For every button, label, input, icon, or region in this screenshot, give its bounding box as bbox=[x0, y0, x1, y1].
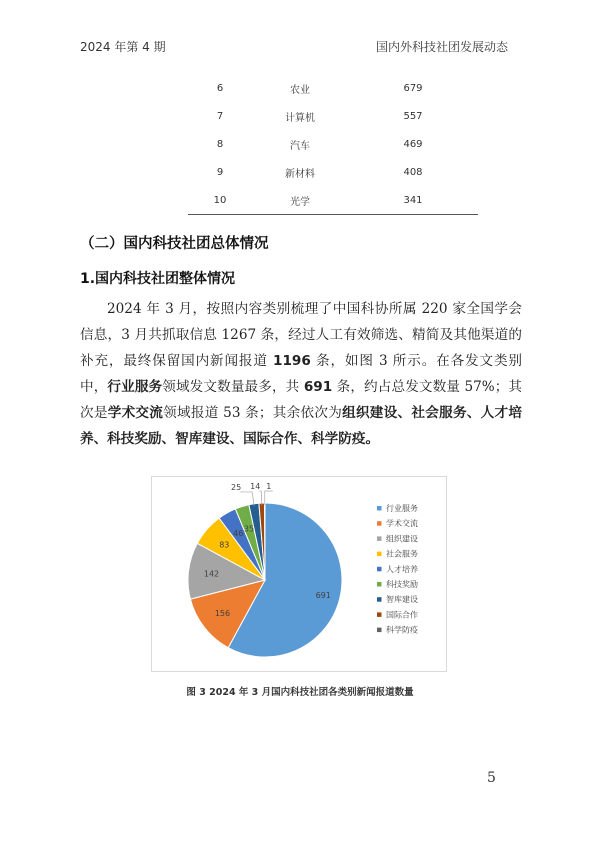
row-field: 农业 bbox=[290, 84, 310, 96]
legend-swatch bbox=[377, 506, 382, 511]
legend-label: 国际合作 bbox=[386, 610, 418, 620]
row-count: 408 bbox=[403, 166, 423, 178]
legend-item bbox=[377, 564, 418, 574]
row-count: 679 bbox=[403, 82, 423, 94]
legend-label: 人才培养 bbox=[386, 564, 418, 574]
para-rest-categories: 组织建设、社会服务、人才培养、科技奖励、智库建设、国际合作、科学防疫。 bbox=[80, 405, 522, 447]
para-total-count: 1196 bbox=[273, 353, 311, 369]
legend-label: 学术交流 bbox=[386, 519, 418, 529]
table-row bbox=[188, 74, 478, 102]
legend-item bbox=[377, 609, 418, 619]
body-paragraph bbox=[80, 296, 522, 452]
pie-data-label: 35 bbox=[243, 524, 255, 534]
para-top-count: 691 bbox=[303, 379, 333, 395]
pie-data-label: 1 bbox=[266, 482, 272, 492]
para-text-5: 领域报道 53 条；其余依次为 bbox=[163, 405, 343, 421]
figure-caption: 图 3 2024 年 3 月国内科技社团各类别新闻报道数量 bbox=[186, 687, 414, 698]
legend-item bbox=[377, 579, 418, 589]
para-top-category: 行业服务 bbox=[107, 379, 163, 395]
pie-data-label: 691 bbox=[315, 590, 331, 600]
row-field: 光学 bbox=[252, 186, 348, 215]
para-text-3: 领域发文数量最多，共 bbox=[162, 379, 304, 395]
row-field: 汽车 bbox=[290, 140, 310, 152]
para-second-category: 学术交流 bbox=[107, 405, 164, 421]
legend-item bbox=[377, 549, 418, 559]
row-count: 341 bbox=[348, 186, 478, 215]
row-count: 469 bbox=[403, 138, 423, 150]
legend-item bbox=[377, 503, 418, 513]
legend-label: 行业服务 bbox=[386, 504, 418, 513]
publication-title: 国内外科技社团发展动态 bbox=[375, 40, 508, 54]
legend-item bbox=[377, 533, 418, 543]
pie-data-label: 14 bbox=[250, 482, 261, 492]
legend-swatch bbox=[377, 628, 382, 633]
para-text-1: 2024 年 3 月，按照内容类别梳理了中国科协所属 220 家全国学会信息，3 月共抓取信息 1267 条，经过人工有效筛选、精简及其他渠道的补充，最终保留国内新闻报道 bbox=[80, 301, 522, 369]
pie-data-label: 46 bbox=[233, 529, 244, 539]
page-header bbox=[80, 38, 508, 55]
legend-label: 科技奖励 bbox=[386, 580, 418, 589]
legend-swatch bbox=[377, 521, 382, 526]
row-count: 557 bbox=[403, 110, 423, 122]
table-row bbox=[188, 130, 478, 158]
row-field: 计算机 bbox=[285, 112, 315, 124]
legend-label: 社会服务 bbox=[386, 549, 418, 559]
legend-item bbox=[377, 594, 418, 604]
para-text-4: 条，约占总发文数量 57%；其次是 bbox=[80, 379, 522, 421]
legend-item bbox=[377, 518, 418, 528]
legend-swatch bbox=[377, 582, 382, 587]
legend-swatch bbox=[377, 597, 382, 602]
table-row bbox=[188, 186, 478, 215]
section-title: （二）国内科技社团总体情况 bbox=[80, 236, 269, 252]
legend-swatch bbox=[377, 567, 382, 572]
legend-item bbox=[377, 625, 418, 635]
pie-data-label: 156 bbox=[214, 609, 231, 619]
row-index: 8 bbox=[216, 138, 224, 150]
legend-label: 智库建设 bbox=[386, 595, 418, 605]
row-field: 新材料 bbox=[285, 168, 315, 180]
table-row bbox=[188, 102, 478, 130]
pie-chart-svg bbox=[152, 477, 446, 671]
table-row bbox=[188, 158, 478, 186]
legend-label: 科学防疫 bbox=[386, 625, 418, 635]
legend-label: 组织建设 bbox=[386, 534, 418, 544]
pie-data-label: 25 bbox=[231, 482, 242, 492]
row-index: 10 bbox=[188, 186, 252, 215]
row-index: 7 bbox=[216, 110, 224, 122]
pie-data-label: 83 bbox=[219, 540, 230, 550]
legend-swatch bbox=[377, 612, 382, 617]
subsection-title: 1.国内科技社团整体情况 bbox=[80, 271, 236, 287]
legend-swatch bbox=[377, 536, 382, 541]
row-index: 6 bbox=[216, 82, 224, 94]
pie-data-label: 142 bbox=[203, 569, 220, 579]
pie-chart bbox=[151, 476, 447, 672]
row-index: 9 bbox=[216, 166, 224, 178]
legend-swatch bbox=[377, 552, 382, 557]
ranking-table bbox=[188, 74, 478, 215]
para-text-2: 条，如图 3 所示。在各发文类别中， bbox=[80, 353, 522, 395]
issue-label: 2024 年第 4 期 bbox=[80, 40, 166, 54]
page-number: 5 bbox=[487, 770, 496, 786]
